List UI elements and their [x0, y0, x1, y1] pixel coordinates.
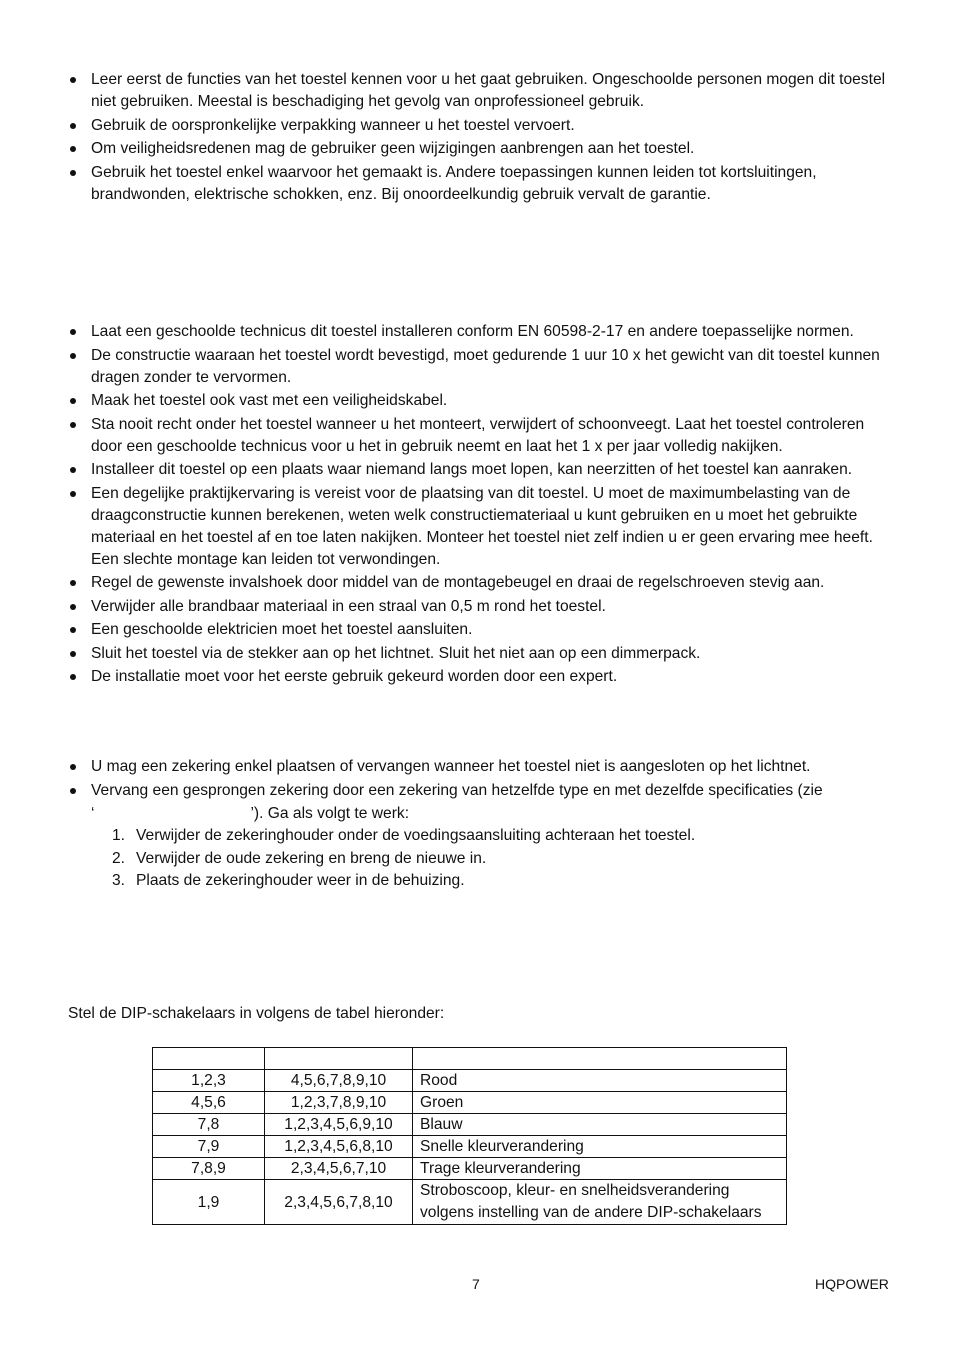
function-cell: Snelle kleurverandering — [413, 1136, 787, 1158]
list-item: Installeer dit toestel op een plaats waar niemand langs moet lopen, kan neerzitten of het toestel kan aanraken. — [68, 459, 898, 481]
list-item: Een degelijke praktijkervaring is vereist voor de plaatsing van dit toestel. U moet de maximumbelasting van de draagconstructie kunnen berekenen, weten welk constructiemateriaal u kunt gebruiken en u moet het gebruikte materiaal en het toestel af en toe laten nakijken. Monteer het toestel niet zelf indien u er geen ervaring mee heeft. Een slechte montage kan leiden tot verwondingen. — [68, 483, 898, 571]
quote-close: ’). Ga als volgt te werk: — [250, 805, 410, 822]
off-cell: 2,3,4,5,6,7,8,10 — [265, 1180, 413, 1225]
on-cell: 1,9 — [153, 1180, 265, 1225]
list-item: Vervang een gesprongen zekering door een zekering van hetzelfde type en met dezelfde specificaties (zie — [68, 780, 898, 802]
list-item: Leer eerst de functies van het toestel kennen voor u het gaat gebruiken. Ongeschoolde personen mogen dit toestel niet gebruiken. Meestal is beschadiging het gevolg van onprofessioneel gebruik. — [68, 69, 898, 113]
list-item: Om veiligheidsredenen mag de gebruiker geen wijzigingen aanbrengen aan het toestel. — [68, 138, 898, 160]
on-cell: 7,8,9 — [153, 1158, 265, 1180]
function-cell: Groen — [413, 1092, 787, 1114]
quote-open: ‘ — [91, 805, 95, 822]
step-item — [68, 848, 898, 870]
list-item: Maak het toestel ook vast met een veiligheidskabel. — [68, 390, 898, 412]
function-cell: Trage kleurverandering — [413, 1158, 787, 1180]
installation-list — [68, 321, 898, 688]
fuse-list — [68, 756, 898, 802]
table-row — [153, 1092, 787, 1114]
header-cell — [265, 1048, 413, 1070]
table-row — [153, 1180, 787, 1225]
step-number: 3. — [112, 872, 126, 889]
list-item: De installatie moet voor het eerste gebruik gekeurd worden door een expert. — [68, 666, 898, 688]
function-line: volgens instelling van de andere DIP-schakelaars — [420, 1204, 762, 1221]
step-text: Verwijder de oude zekering en breng de nieuwe in. — [136, 849, 487, 867]
on-cell: 4,5,6 — [153, 1092, 265, 1114]
list-item: Regel de gewenste invalshoek door middel van de montagebeugel en draai de regelschroeven stevig aan. — [68, 572, 898, 594]
header-cell — [413, 1048, 787, 1070]
fuse-reference-line — [68, 803, 898, 825]
list-item: Een geschoolde elektricien moet het toestel aansluiten. — [68, 619, 898, 641]
step-number: 1. — [112, 827, 126, 844]
step-text: Verwijder de zekeringhouder onder de voedingsaansluiting achteraan het toestel. — [136, 827, 696, 844]
list-item: Sluit het toestel via de stekker aan op het lichtnet. Sluit het niet aan op een dimmerpack. — [68, 643, 898, 665]
dip-switch-table — [152, 1047, 787, 1225]
on-cell: 1,2,3 — [153, 1070, 265, 1092]
safety-list — [68, 69, 898, 206]
on-cell: 7,8 — [153, 1114, 265, 1136]
step-item — [68, 870, 898, 892]
fuse-section — [68, 756, 898, 893]
step-text: Plaats de zekeringhouder weer in de behuizing. — [136, 872, 465, 889]
table-row — [153, 1158, 787, 1180]
off-cell: 1,2,3,4,5,6,8,10 — [265, 1136, 413, 1158]
on-cell: 7,9 — [153, 1136, 265, 1158]
list-item: Gebruik het toestel enkel waarvoor het gemaakt is. Andere toepassingen kunnen leiden tot kortsluitingen, brandwonden, elektrische schokken, enz. Bij onoordeelkundig gebruik vervalt de garantie. — [68, 162, 898, 206]
function-cell — [413, 1180, 787, 1225]
footer-brand: HQPOWER — [815, 1276, 889, 1292]
function-line: Stroboscoop, kleur- en snelheidsverandering — [420, 1182, 730, 1199]
list-item: U mag een zekering enkel plaatsen of vervangen wanneer het toestel niet is aangesloten op het lichtnet. — [68, 756, 898, 778]
off-cell: 1,2,3,7,8,9,10 — [265, 1092, 413, 1114]
table-row — [153, 1136, 787, 1158]
function-cell: Blauw — [413, 1114, 787, 1136]
off-cell: 1,2,3,4,5,6,9,10 — [265, 1114, 413, 1136]
list-item: Sta nooit recht onder het toestel wanneer u het monteert, verwijdert of schoonveegt. Laat het toestel controleren door een geschoolde technicus voor u het in gebruik neemt en laat het 1 x per jaar volledig nakijken. — [68, 414, 898, 458]
function-cell: Rood — [413, 1070, 787, 1092]
dip-intro: Stel de DIP-schakelaars in volgens de tabel hieronder: — [68, 1005, 445, 1022]
off-cell: 4,5,6,7,8,9,10 — [265, 1070, 413, 1092]
table-header-row — [153, 1048, 787, 1070]
off-cell: 2,3,4,5,6,7,10 — [265, 1158, 413, 1180]
list-item: Verwijder alle brandbaar materiaal in een straal van 0,5 m rond het toestel. — [68, 596, 898, 618]
page-number: 7 — [472, 1276, 480, 1292]
header-cell — [153, 1048, 265, 1070]
list-item: De constructie waaraan het toestel wordt bevestigd, moet gedurende 1 uur 10 x het gewicht van dit toestel kunnen dragen zonder te vervormen. — [68, 345, 898, 389]
installation-section — [68, 321, 898, 690]
table-row — [153, 1070, 787, 1092]
list-item: Laat een geschoolde technicus dit toestel installeren conform EN 60598-2-17 en andere toepasselijke normen. — [68, 321, 898, 343]
fuse-steps — [68, 825, 898, 892]
table-row — [153, 1114, 787, 1136]
list-item: Gebruik de oorspronkelijke verpakking wanneer u het toestel vervoert. — [68, 115, 898, 137]
safety-section — [68, 69, 898, 207]
step-item — [68, 825, 898, 847]
step-number: 2. — [112, 849, 126, 867]
